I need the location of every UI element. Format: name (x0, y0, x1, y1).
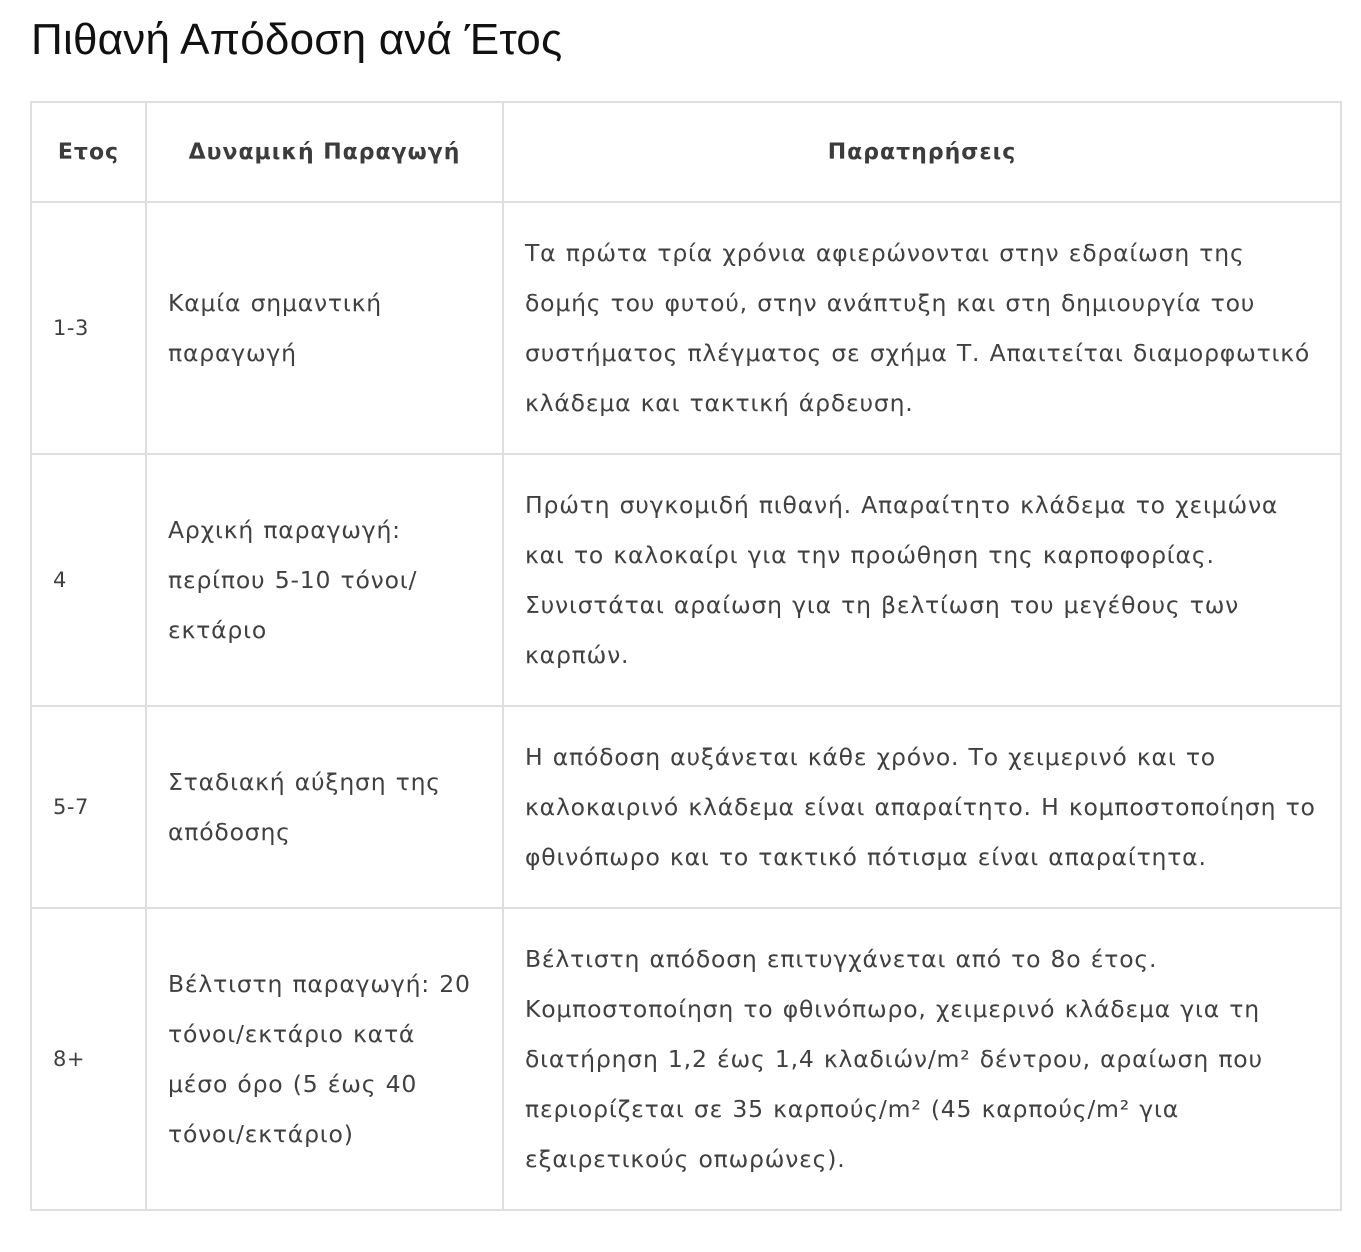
production-cell: Καμία σημαντική παραγωγή (146, 202, 503, 454)
yield-table (30, 101, 1342, 1211)
table-row (31, 706, 1341, 908)
notes-cell: Τα πρώτα τρία χρόνια αφιερώνονται στην εδραίωση της δομής του φυτού, στην ανάπτυξη και στη δημιουργία του συστήματος πλέγματος σε σχήμα Τ. Απαιτείται διαμορφωτικό κλάδεμα και τακτική άρδευση. (503, 202, 1341, 454)
year-cell: 8+ (31, 908, 146, 1210)
production-cell: Σταδιακή αύξηση της απόδοσης (146, 706, 503, 908)
table-row (31, 908, 1341, 1210)
column-header-year: Ετος (31, 102, 146, 202)
production-cell: Αρχική παραγωγή: περίπου 5-10 τόνοι/ εκτάριο (146, 454, 503, 706)
notes-cell: Η απόδοση αυξάνεται κάθε χρόνο. Το χειμερινό και το καλοκαιρινό κλάδεμα είναι απαραίτητο. Η κομποστοποίηση το φθινόπωρο και το τακτικό πότισμα είναι απαραίτητα. (503, 706, 1341, 908)
table-row (31, 202, 1341, 454)
page-title: Πιθανή Απόδοση ανά Έτος (31, 15, 563, 64)
table-header-row (31, 102, 1341, 202)
column-header-notes: Παρατηρήσεις (503, 102, 1341, 202)
year-cell: 1-3 (31, 202, 146, 454)
notes-cell: Βέλτιστη απόδοση επιτυγχάνεται από το 8ο έτος. Κομποστοποίηση το φθινόπωρο, χειμερινό κλάδεμα για τη διατήρηση 1,2 έως 1,4 κλαδιών/m² δέντρου, αραίωση που περιορίζεται σε 35 καρπούς/m² (45 καρπούς/m² για εξαιρετικούς οπωρώνες). (503, 908, 1341, 1210)
column-header-production: Δυναμική Παραγωγή (146, 102, 503, 202)
table-row (31, 454, 1341, 706)
year-cell: 5-7 (31, 706, 146, 908)
notes-cell: Πρώτη συγκομιδή πιθανή. Απαραίτητο κλάδεμα το χειμώνα και το καλοκαίρι για την προώθηση της καρποφορίας. Συνιστάται αραίωση για τη βελτίωση του μεγέθους των καρπών. (503, 454, 1341, 706)
production-cell: Βέλτιστη παραγωγή: 20 τόνοι/εκτάριο κατά μέσο όρο (5 έως 40 τόνοι/εκτάριο) (146, 908, 503, 1210)
year-cell: 4 (31, 454, 146, 706)
